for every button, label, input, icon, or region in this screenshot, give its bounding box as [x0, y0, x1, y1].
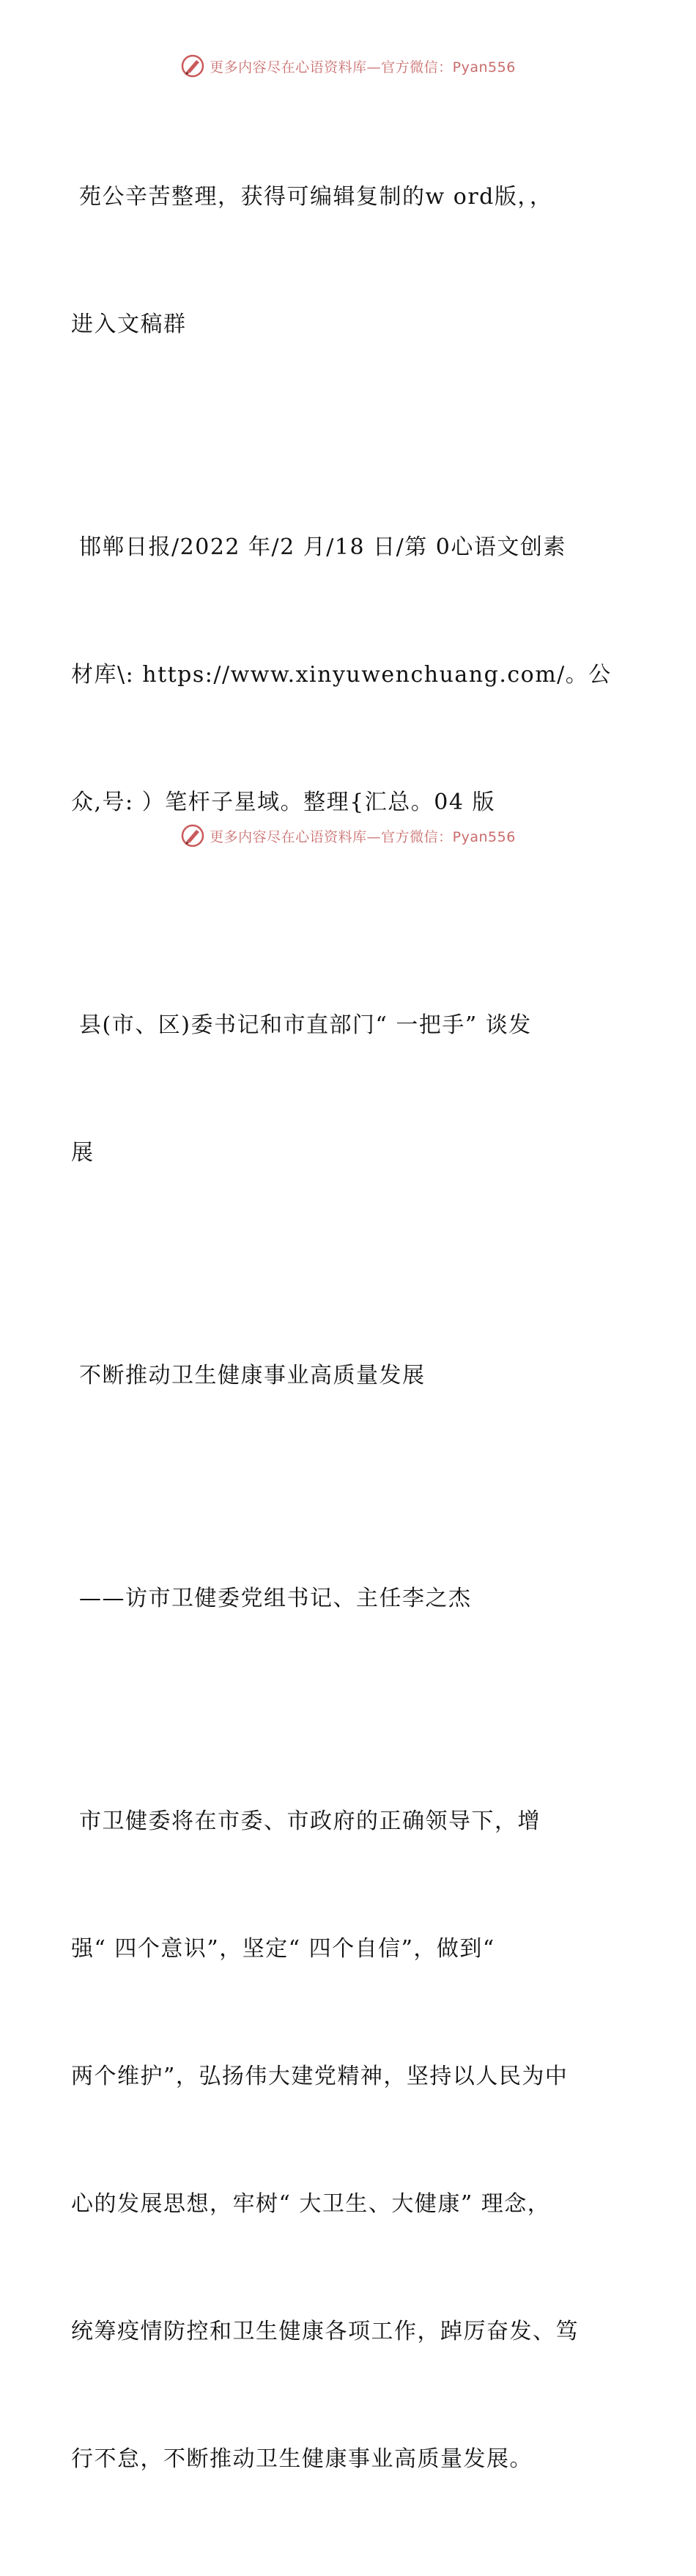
document-body	[71, 91, 628, 2576]
article-body-paragraph: 市卫健委将在市委、市政府的正确领导下，增 强“ 四个意识”，坚定“ 四个自信”，做到“ 两个维护”，弘扬伟大建党精神，坚持以人民为中 心的发展思想，牢树“ 大卫生、大健康” 理念， 统筹疫情防控和卫生健康各项工作，踔厉奋发、笃 行不怠，不断推动卫生健康事业高质量发展。	[71, 1808, 579, 2472]
article-title: 不断推动卫生健康事业高质量发展	[71, 1363, 426, 1388]
article-subtitle: ——访市卫健委党组书记、主任李之杰	[71, 1586, 472, 1611]
paragraph-column: 县(市、区)委书记和市直部门“ 一把手” 谈发 展	[71, 1012, 532, 1166]
paragraph-intro: 苑公辛苦整理，获得可编辑复制的w ord版，， 进入文稿群	[71, 184, 553, 337]
pen-logo-icon	[180, 54, 205, 78]
watermark-text: 更多内容尽在心语资料库—官方微信：Pyan556	[210, 59, 516, 76]
header-watermark	[0, 53, 696, 79]
footer-watermark	[0, 823, 696, 849]
paragraph-source: 邯郸日报/2022 年/2 月/18 日/第 0心语文创素 材库\: https://www.xinyuwenchuang.com/。公 众,号: ）笔杆子星域。整理{汇总。04 版	[71, 534, 612, 815]
watermark-text: 更多内容尽在心语资料库—官方微信：Pyan556	[210, 828, 516, 845]
pen-logo-icon	[180, 823, 205, 848]
